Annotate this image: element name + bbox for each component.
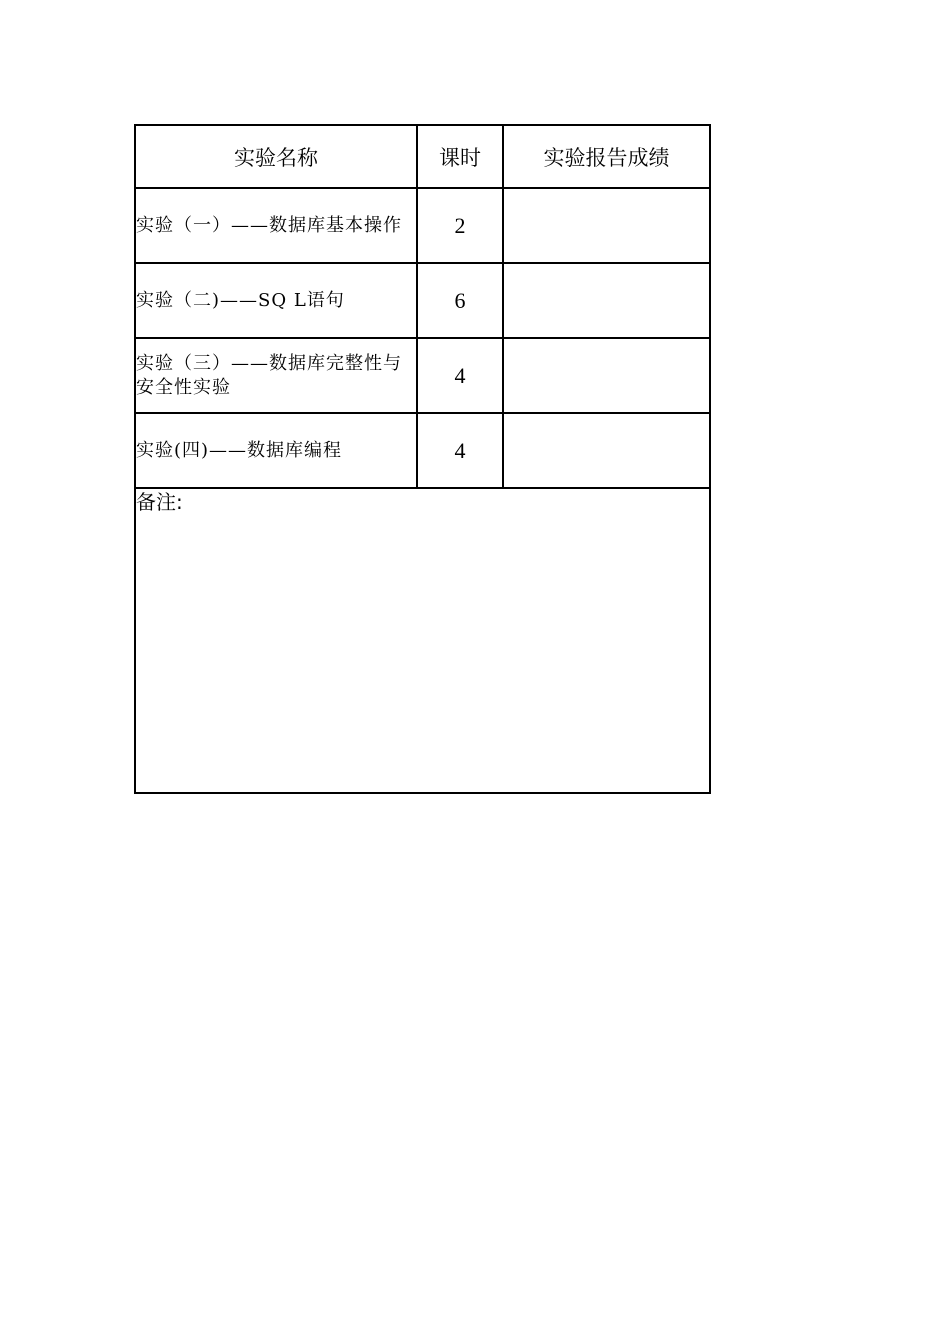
- class-hours-cell: 2: [417, 188, 503, 263]
- class-hours-cell: 4: [417, 338, 503, 413]
- experiment-grade-table: [134, 124, 711, 794]
- table-row: [135, 263, 710, 338]
- report-grade-cell[interactable]: [503, 188, 710, 263]
- experiment-name-cell: 实验（二)——SQ L语句: [135, 263, 417, 338]
- notes-label: 备注:: [136, 490, 183, 514]
- experiment-name-cell: 实验（一）——数据库基本操作: [135, 188, 417, 263]
- header-class-hours: 课时: [417, 125, 503, 188]
- table-row: [135, 188, 710, 263]
- table-row: [135, 338, 710, 413]
- table-row: [135, 413, 710, 488]
- report-grade-cell[interactable]: [503, 413, 710, 488]
- header-experiment-name: 实验名称: [135, 125, 417, 188]
- notes-cell[interactable]: [135, 488, 710, 793]
- experiment-name-cell: 实验（三）——数据库完整性与安全性实验: [135, 338, 417, 413]
- class-hours-cell: 6: [417, 263, 503, 338]
- report-grade-cell[interactable]: [503, 263, 710, 338]
- experiment-name-cell: 实验(四)——数据库编程: [135, 413, 417, 488]
- class-hours-cell: 4: [417, 413, 503, 488]
- report-grade-cell[interactable]: [503, 338, 710, 413]
- table-header-row: [135, 125, 710, 188]
- header-report-grade: 实验报告成绩: [503, 125, 710, 188]
- notes-row: [135, 488, 710, 793]
